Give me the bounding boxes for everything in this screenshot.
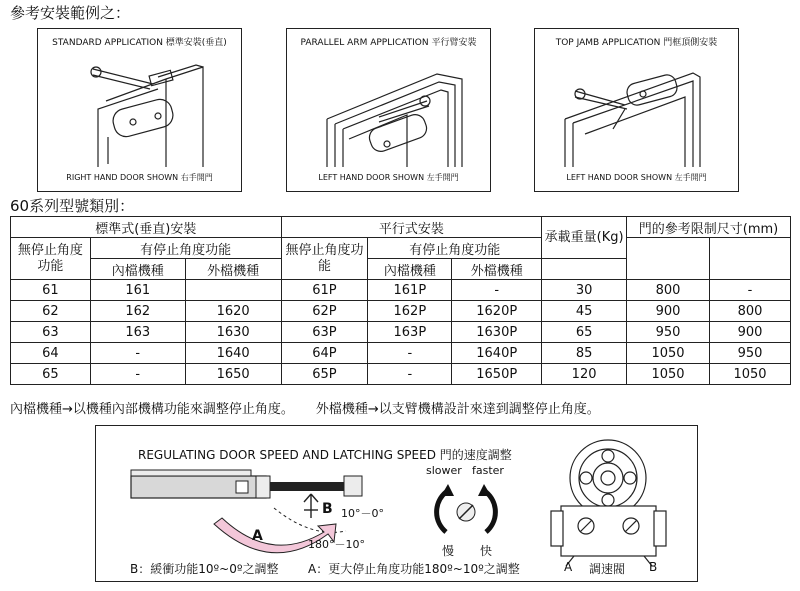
cell: 900 xyxy=(709,322,790,343)
angle-b: 10°－0° xyxy=(341,507,384,520)
cell: 161 xyxy=(90,280,185,301)
header-door-size-spacer xyxy=(709,238,790,280)
header-std-no-stop: 無停止角度功能 xyxy=(11,238,91,280)
panel-caption: LEFT HAND DOOR SHOWN 左手開門 xyxy=(566,173,707,182)
cell: 45 xyxy=(542,301,627,322)
standard-application-panel xyxy=(37,28,242,192)
cell: 1050 xyxy=(709,364,790,385)
cell: 1620 xyxy=(185,301,281,322)
header-par-no-stop: 無停止角度功能 xyxy=(281,238,368,280)
table-row xyxy=(11,364,791,385)
header-par-with-stop: 有停止角度功能 xyxy=(368,238,542,259)
cell: 163 xyxy=(90,322,185,343)
models-heading: 60系列型號類別： xyxy=(10,197,135,215)
standard-closer-illustration xyxy=(38,49,243,169)
top-jamb-closer-illustration xyxy=(535,49,740,169)
cell: 1620P xyxy=(452,301,542,322)
panel-title: PARALLEL ARM APPLICATION 平行臂安裝 xyxy=(300,38,477,48)
note-inner: 內檔機種→以機種內部機構功能來調整停止角度。 xyxy=(10,402,294,417)
cell: 30 xyxy=(542,280,627,301)
label-b: B xyxy=(322,501,333,517)
cell: 161P xyxy=(368,280,452,301)
header-load: 承載重量(Kg) xyxy=(542,217,627,259)
cell: - xyxy=(368,364,452,385)
examples-heading: 參考安裝範例之： xyxy=(10,4,131,22)
angle-a: 180°－10° xyxy=(308,538,365,551)
type-notes xyxy=(10,398,600,417)
top-jamb-panel xyxy=(534,28,739,192)
parallel-closer-illustration xyxy=(287,49,492,169)
note-outer: 外檔機種→以支臂機構設計來達到調整停止角度。 xyxy=(315,402,600,417)
closer-body-drawing xyxy=(131,470,362,498)
cell: 1630 xyxy=(185,322,281,343)
cell: - xyxy=(709,280,790,301)
valve-body-drawing xyxy=(551,440,666,566)
panel-title: TOP JAMB APPLICATION 門框頂側安裝 xyxy=(555,38,718,48)
header-standard: 標準式(垂直)安裝 xyxy=(11,217,282,238)
header-std-outer: 外檔機種 xyxy=(185,259,281,280)
cell: 1640 xyxy=(185,343,281,364)
cell: 1640P xyxy=(452,343,542,364)
valve-label-b: B xyxy=(649,560,658,574)
cell: 1050 xyxy=(627,364,710,385)
table-row xyxy=(11,301,791,322)
cell: 950 xyxy=(709,343,790,364)
cell: 61P xyxy=(281,280,368,301)
caption-b: B：緩衝功能10º~0º之調整 xyxy=(130,562,279,576)
speed-screw-drawing xyxy=(437,484,496,532)
header-door-size: 門的參考限制尺寸(mm) xyxy=(627,217,791,238)
panel-caption: LEFT HAND DOOR SHOWN 左手開門 xyxy=(318,173,459,182)
cell: - xyxy=(90,343,185,364)
cell: - xyxy=(368,343,452,364)
fast-cn-label: 快 xyxy=(480,544,493,558)
cell: - xyxy=(90,364,185,385)
caption-a: A：更大停止角度功能180º~10º之調整 xyxy=(308,562,520,576)
cell: 162 xyxy=(90,301,185,322)
header-std-with-stop: 有停止角度功能 xyxy=(90,238,281,259)
cell: 1650P xyxy=(452,364,542,385)
cell: 163P xyxy=(368,322,452,343)
faster-label: faster xyxy=(472,464,504,477)
header-par-outer: 外檔機種 xyxy=(452,259,542,280)
cell: 800 xyxy=(709,301,790,322)
regulating-speed-box xyxy=(95,425,698,582)
cell xyxy=(185,280,281,301)
cell: 85 xyxy=(542,343,627,364)
valve-label-a: A xyxy=(564,560,573,574)
header-parallel: 平行式安裝 xyxy=(281,217,542,238)
label-a: A xyxy=(252,528,263,544)
cell: 65 xyxy=(11,364,91,385)
cell: 61 xyxy=(11,280,91,301)
panel-title: STANDARD APPLICATION 標準安裝(垂直) xyxy=(52,38,227,48)
cell: 1650 xyxy=(185,364,281,385)
parallel-arm-panel xyxy=(286,28,491,192)
cell: - xyxy=(452,280,542,301)
cell: 950 xyxy=(627,322,710,343)
cell: 63 xyxy=(11,322,91,343)
cell: 1630P xyxy=(452,322,542,343)
cell: 162P xyxy=(368,301,452,322)
header-door-size-spacer xyxy=(627,238,710,280)
cell: 63P xyxy=(281,322,368,343)
header-std-inner: 內檔機種 xyxy=(90,259,185,280)
b-double-arrow xyxy=(304,494,318,518)
cell: 1050 xyxy=(627,343,710,364)
valve-label: 調速閥 xyxy=(589,562,626,576)
table-row xyxy=(11,322,791,343)
cell: 900 xyxy=(627,301,710,322)
regulating-title: REGULATING DOOR SPEED AND LATCHING SPEED 門的速度調整 xyxy=(138,448,512,462)
cell: 62P xyxy=(281,301,368,322)
cell: 64 xyxy=(11,343,91,364)
table-row xyxy=(11,343,791,364)
cell: 800 xyxy=(627,280,710,301)
cell: 65 xyxy=(542,322,627,343)
cell: 65P xyxy=(281,364,368,385)
slow-cn-label: 慢 xyxy=(442,544,455,558)
cell: 64P xyxy=(281,343,368,364)
slower-label: slower xyxy=(426,464,462,477)
cell: 62 xyxy=(11,301,91,322)
table-row xyxy=(11,280,791,301)
header-par-inner: 內檔機種 xyxy=(368,259,452,280)
panel-caption: RIGHT HAND DOOR SHOWN 右手開門 xyxy=(66,173,213,182)
header-load-spacer xyxy=(542,259,627,280)
model-spec-table xyxy=(10,216,791,385)
cell: 120 xyxy=(542,364,627,385)
